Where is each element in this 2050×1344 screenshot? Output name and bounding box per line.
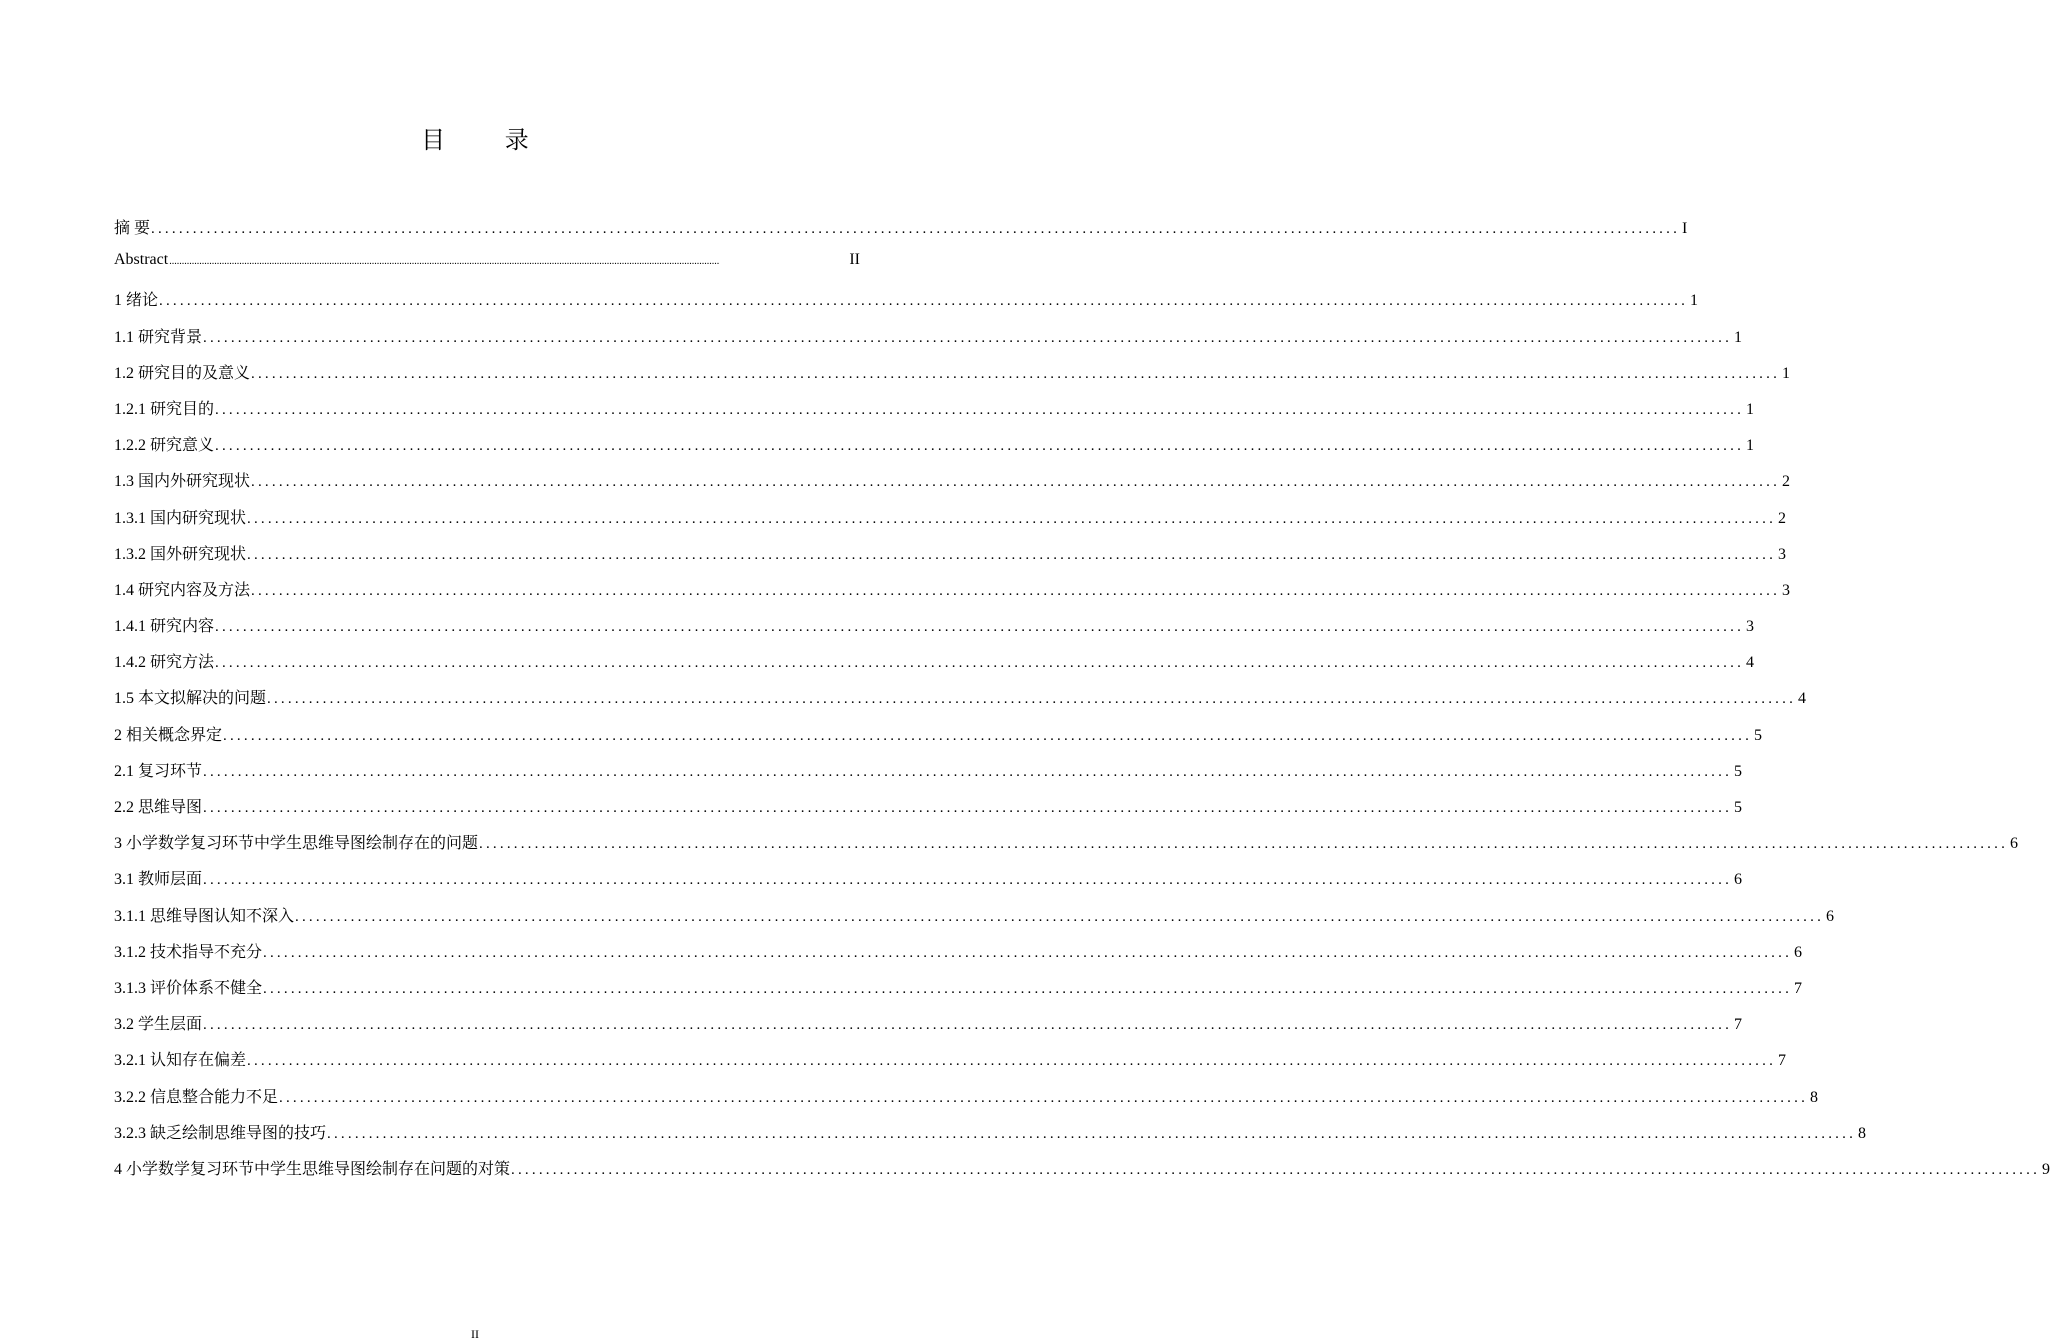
toc-entry[interactable] [114,1120,1867,1156]
toc-entry-page: 1 [1734,328,1743,346]
toc-entry-label: 3.2.3 缺乏绘制思维导图的技巧 [114,1124,327,1142]
toc-entry[interactable] [114,215,1688,251]
toc-entry-label: 2.2 思维导图 [114,799,203,816]
toc-entry[interactable] [114,251,860,287]
dot-leader: ............................................................................................................................................................................................................................ [263,944,1793,961]
toc-entry-label: 1.4.2 研究方法 [114,654,215,672]
toc-entry-page: 9 [2042,1160,2050,1178]
toc-entry-label: 3.1.3 评价体系不健全 [114,979,263,997]
dot-leader: ............................................................................................................................................................................................................................ [223,727,1753,744]
dot-leader: ............................................................................................................................................................................................................................ [203,872,1733,889]
dot-leader: ............................................................................................................................................................................................................................ [511,1161,2041,1178]
toc-entry-page: I [1682,220,1688,237]
toc-entry-label: 1.4.1 研究内容 [114,618,215,636]
toc-entry-page: 8 [1858,1124,1867,1142]
toc-entry-label: 3.1 教师层面 [114,871,203,889]
dot-leader: ............................................................................................................................................................................................................................ [251,582,1781,599]
dot-leader: ............................................................................................................................................................................................................................ [267,691,1797,708]
toc-entry-label: 2 相关概念界定 [114,726,223,744]
toc-entry-label: 1.1 研究背景 [114,328,203,346]
toc-entry[interactable] [114,1156,2050,1192]
toc-entry-label: 3.2.2 信息整合能力不足 [114,1088,279,1106]
toc-entry-page: 6 [1794,943,1803,961]
dot-leader: ............................................................................................................................................................................................................................ [247,546,1777,563]
toc-entry[interactable] [114,830,2019,866]
toc-entry[interactable] [114,541,1787,577]
footer-page-number: II [471,1327,479,1341]
dot-leader: ............................................................................................................................................................................................................................ [247,1053,1777,1070]
toc-entry[interactable] [114,505,1787,541]
toc-entry-label: 1.5 本文拟解决的问题 [114,690,267,708]
toc-entry[interactable] [114,432,1755,468]
toc-entry-label: 4 小学数学复习环节中学生思维导图绘制存在问题的对策 [114,1160,511,1178]
toc-entry-page: 2 [1782,473,1791,491]
toc-entry[interactable] [114,975,1803,1011]
dot-leader: ............................................................................................................................................................................................................................ [159,293,1689,310]
toc-entry-page: 1 [1782,364,1791,382]
toc-entry[interactable] [114,1084,1819,1120]
dot-leader: ............................................................................................................................................................................................................................ [279,1089,1809,1106]
toc-entry[interactable] [114,939,1803,975]
dot-leader: ............................................................................................................................................................................................................................ [215,438,1745,455]
toc-entry[interactable] [114,903,1835,939]
toc-entry-page: 1 [1746,400,1755,418]
toc-entry-page: 4 [1798,690,1807,708]
toc-entry-page: 8 [1810,1088,1819,1106]
toc-entry-label: 1.2 研究目的及意义 [114,364,251,382]
toc-entry[interactable] [114,287,1699,323]
dot-leader: ............................................................................................................................................................................................................................ [479,836,2009,853]
toc-entry-page: 7 [1734,1016,1743,1034]
toc-entry[interactable] [114,1011,1743,1047]
dot-leader: ............................................................................................................................................................................................................................ [247,510,1777,527]
toc-entry[interactable] [114,396,1755,432]
toc-entry-label: 摘 要 [114,220,151,237]
dot-leader: ............................................................................................................................................................................................................................ [203,800,1733,816]
toc-entry-label: 2.1 复习环节 [114,762,203,780]
toc-entry-page: 5 [1734,762,1743,780]
dot-leader: ............................................................................................................................................................................................................................ [215,401,1745,418]
toc-entry-page: 1 [1690,292,1699,310]
toc-entry[interactable] [114,758,1743,794]
toc-entry-label: 3 小学数学复习环节中学生思维导图绘制存在的问题 [114,835,479,853]
toc-entry-label: 1 绪论 [114,292,159,310]
dot-leader: ............................................................................................................................................................................................................................ [215,619,1745,636]
toc-entry-page: 6 [1734,871,1743,889]
toc-entry-page: 3 [1782,581,1791,599]
toc-entry-page: 2 [1778,509,1787,527]
dot-leader: ............................................................................................................................................................................................................................ [295,908,1825,925]
toc-entry-label: 1.2.1 研究目的 [114,400,215,418]
dot-leader: ............................................................................................................................................................................................................................ [203,329,1733,346]
dot-leader: ............................................................................................................................................................................................................................ [327,1125,1857,1142]
toc-entry[interactable] [114,1047,1787,1083]
dot-leader: ............................................................................................................................................................................................................................ [251,474,1781,491]
toc-entry-label: Abstract [114,251,169,269]
dot-leader: ............................................................................................................................................................................................................................ [151,221,1681,237]
toc-entry[interactable] [114,685,1807,721]
toc-entry[interactable] [114,722,1763,758]
toc-entry-page: 6 [1826,907,1835,925]
toc-entry-page: 5 [1734,799,1743,816]
toc-entry[interactable] [114,794,1743,830]
toc-entry-page: II [849,251,860,269]
dot-leader: ............................................................................................................................................................................................................................ [215,655,1745,672]
toc-entry-page: 7 [1794,979,1803,997]
toc-entry[interactable] [114,613,1755,649]
toc-entry[interactable] [114,577,1791,613]
toc-entry[interactable] [114,649,1755,685]
toc-entry[interactable] [114,360,1791,396]
toc-entry-page: 6 [2010,835,2019,853]
toc-entry-page: 5 [1754,726,1763,744]
dot-leader: ............................................................................................................................................................................................................................ [263,980,1793,997]
toc-entry-label: 1.3 国内外研究现状 [114,473,251,491]
dot-leader: ............................................................................................................................................................................................................................ [203,763,1733,780]
toc-entry-label: 3.1.2 技术指导不充分 [114,943,263,961]
dot-leader: ............................................................................................................................................................................................................................ [203,1017,1733,1034]
toc-entry[interactable] [114,866,1743,902]
toc-entry-page: 7 [1778,1052,1787,1070]
dot-leader: ............................................................................................................................................................................................................................ [169,256,720,268]
toc-entry-page: 4 [1746,654,1755,672]
toc-entry-label: 1.2.2 研究意义 [114,437,215,455]
toc-entry-label: 3.1.1 思维导图认知不深入 [114,907,295,925]
toc-list [114,215,2050,1192]
toc-entry-label: 3.2 学生层面 [114,1016,203,1034]
toc-entry-page: 1 [1746,437,1755,455]
toc-entry-label: 1.3.2 国外研究现状 [114,545,247,563]
toc-entry[interactable] [114,468,1791,504]
dot-leader: ............................................................................................................................................................................................................................ [251,365,1781,382]
toc-entry-label: 1.3.1 国内研究现状 [114,509,247,527]
toc-entry-label: 3.2.1 认知存在偏差 [114,1052,247,1070]
toc-entry-page: 3 [1746,618,1755,636]
toc-title: 目 录 [421,126,555,154]
toc-entry-label: 1.4 研究内容及方法 [114,581,251,599]
toc-entry[interactable] [114,324,1743,360]
toc-entry-page: 3 [1778,545,1787,563]
